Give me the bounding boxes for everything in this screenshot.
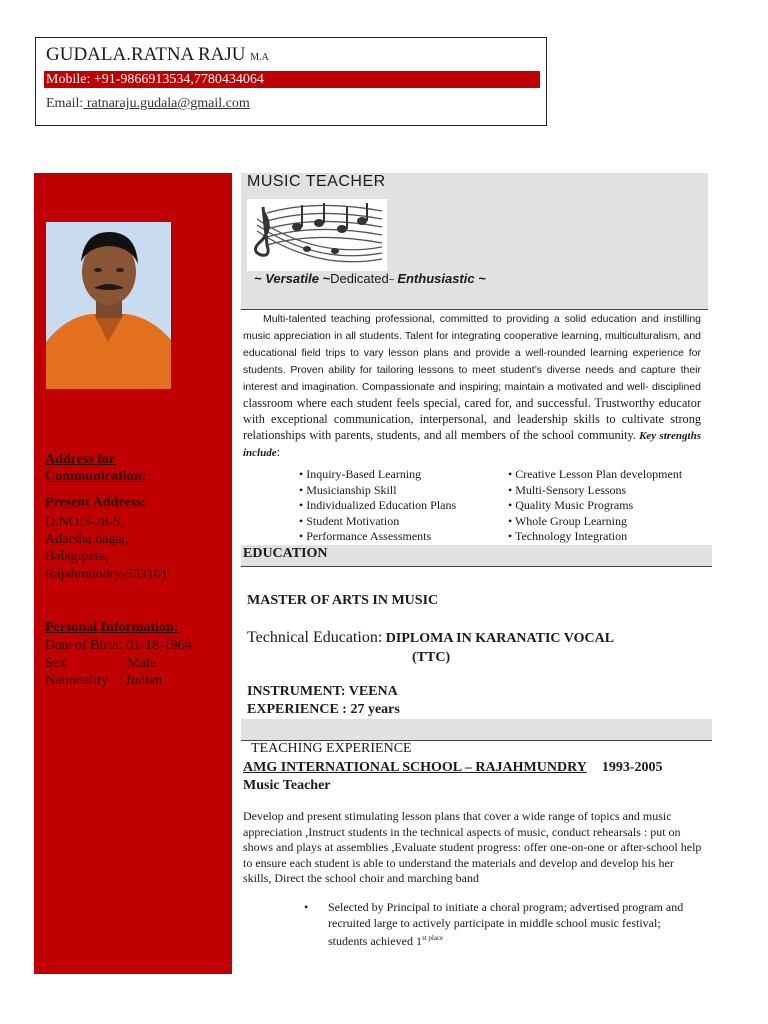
email-link[interactable]: ratnaraju.gudala@gmail.com xyxy=(83,96,250,111)
music-staff-icon xyxy=(247,199,387,271)
list-item: • Multi-Sensory Lessons xyxy=(508,482,627,497)
degree-line: MASTER OF ARTS IN MUSIC xyxy=(247,593,439,608)
personal-info-heading: Personal Information: xyxy=(45,620,179,635)
job-title: MUSIC TEACHER xyxy=(247,173,386,190)
teaching-bar xyxy=(241,719,712,741)
bullet-icon: • xyxy=(304,900,309,914)
list-item: • Student Motivation xyxy=(299,513,400,528)
address-line: Balagipeta, xyxy=(45,549,109,564)
email-line: Email: ratnaraju.gudala@gmail.com xyxy=(46,96,250,111)
candidate-name: GUDALA.RATNA RAJU M.A xyxy=(46,44,269,65)
list-item: • Quality Music Programs xyxy=(508,498,634,512)
address-line: D.NO:3-28-5, xyxy=(45,515,124,530)
address-line: Rajahmundry-533101 xyxy=(45,567,168,582)
role-description: Develop and present stimulating lesson plans that cover a wide range of topics and music appreciation ,Instruct students in the technical aspects of music, conduct rehearsals : put on shows and plays at assemblies ,Evaluate student progress: offer one-on-one or after-school help to ensure each student is able to understand the materials and develop and develop his her skills, Direct the school choir and marching band xyxy=(243,809,702,885)
degree: M.A xyxy=(250,52,269,63)
mobile-number: Mobile: +91-9866913534,7780434064 xyxy=(44,71,540,88)
technical-education-ttc: (TTC) xyxy=(412,650,451,665)
list-item: • Whole Group Learning xyxy=(508,513,627,528)
technical-education: Technical Education: DIPLOMA IN KARANATIC VOCAL xyxy=(247,629,615,646)
list-item: • Creative Lesson Plan development xyxy=(508,467,683,481)
skills-left-list xyxy=(299,467,456,545)
header-box xyxy=(35,37,547,126)
list-item: • Musicianship Skill xyxy=(299,482,397,497)
date-of-birth: Date of Birth: 01-18-1964 xyxy=(45,638,192,653)
professional-summary: Multi-talented teaching professional, committed to providing a solid education and instilling music appreciation in all students. Talent for integrating cooperative learning, multiculturalism, and educational field trips to vary lesson plans and provide a well-rounded learning experience for students. Proven ability for tailoring lessons to meet student’s diverse needs and capture their interest and imagination. Compassionate and inspiring; maintain a motivated and well- disciplined classroom where each student feels special, cared for, and successful. Trustworthy educator with exceptional communication, interpersonal, and leadership skills to cultivate strong relationships with parents, students, and all members of the school community. Key strengths include: xyxy=(243,313,701,459)
teaching-heading: TEACHING EXPERIENCE xyxy=(251,741,412,756)
list-item: • Performance Assessments xyxy=(299,529,432,543)
profile-photo xyxy=(46,222,171,389)
nationality-row: Nationality : Indian xyxy=(45,673,163,688)
list-item: • Technology Integration xyxy=(508,529,628,543)
school-line: AMG INTERNATIONAL SCHOOL – RAJAHMUNDRY 1993-2005 xyxy=(243,760,663,775)
list-item: • Individualized Education Plans xyxy=(299,498,457,512)
instrument-line: INSTRUMENT: VEENA xyxy=(247,684,398,699)
role-line: Music Teacher xyxy=(243,778,331,793)
education-heading: EDUCATION xyxy=(243,546,328,561)
sex-row: Sex : Male xyxy=(45,656,157,671)
achievement-bullet: • Selected by Principal to initiate a choral program; advertised program and recruited large to actively participate in middle school music festival; students achieved $1^{st place}$ xyxy=(304,900,684,948)
experience-line: EXPERIENCE : 27 years xyxy=(247,702,400,717)
present-address-heading: Present Address: xyxy=(45,495,146,510)
tagline: ~ Versatile ~Dedicated~ Enthusiastic ~ xyxy=(254,271,486,286)
address-heading: Address for Communication: xyxy=(45,452,147,484)
title-banner xyxy=(241,173,708,310)
sidebar xyxy=(34,173,232,974)
list-item: • Inquiry-Based Learning xyxy=(299,467,422,481)
skills-right-list xyxy=(508,467,682,545)
education-bar xyxy=(241,545,712,567)
address-line: Adarsha nagar, xyxy=(45,532,130,547)
